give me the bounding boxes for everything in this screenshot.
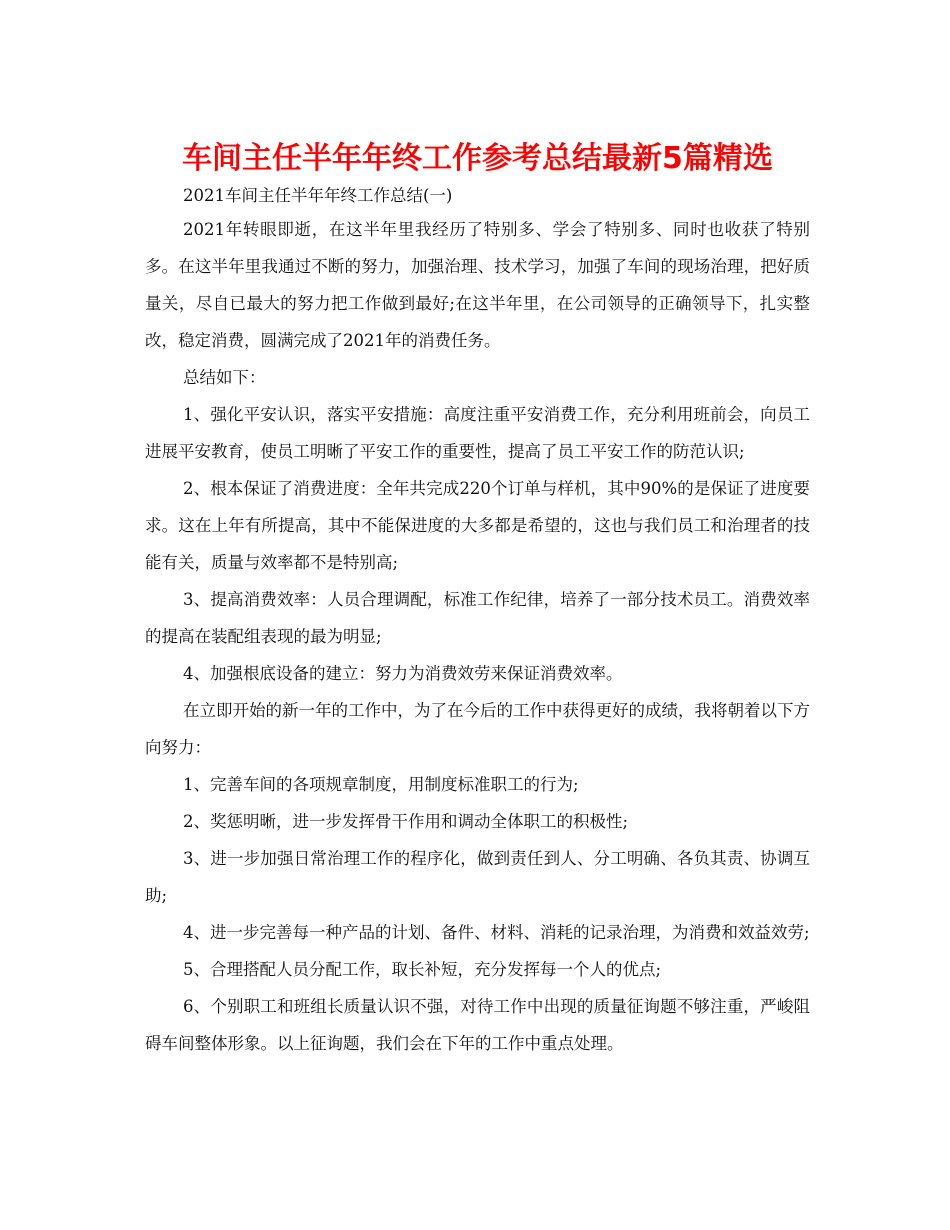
paragraph: 3、进一步加强日常治理工作的程序化，做到责任到人、分工明确、各负其责、协调互助; [145, 849, 810, 905]
paragraph: 2、根本保证了消费进度：全年共完成220个订单与样机，其中90%的是保证了进度要求。这在上年有所提高，其中不能保进度的大多都是希望的，这也与我们员工和治理者的技能有关，质量与效率都不是特别高; [145, 479, 810, 572]
paragraph: 1、完善车间的各项规章制度，用制度标准职工的行为; [183, 775, 579, 794]
document-body [145, 211, 810, 1062]
paragraph: 2、奖惩明晰，进一步发挥骨干作用和调动全体职工的积极性; [183, 812, 629, 831]
document-title: 车间主任半年年终工作参考总结最新5篇精选 [182, 141, 773, 176]
paragraph: 1、强化平安认识，落实平安措施：高度注重平安消费工作，充分利用班前会，向员工进展平安教育，使员工明晰了平安工作的重要性，提高了员工平安工作的防范认识; [145, 405, 810, 461]
paragraph: 在立即开始的新一年的工作中，为了在今后的工作中获得更好的成绩，我将朝着以下方向努力： [145, 701, 810, 757]
paragraph: 6、个别职工和班组长质量认识不强，对待工作中出现的质量征询题不够注重，严峻阻碍车间整体形象。以上征询题，我们会在下年的工作中重点处理。 [145, 997, 810, 1053]
paragraph: 2021年转眼即逝，在这半年里我经历了特别多、学会了特别多、同时也收获了特别多。在这半年里我通过不断的努力，加强治理、技术学习，加强了车间的现场治理，把好质量关，尽自已最大的努力把工作做到最好;在这半年里，在公司领导的正确领导下，扎实整改，稳定消费，圆满完成了2021年的消费任务。 [145, 220, 810, 350]
section-heading: 2021车间主任半年年终工作总结(一) [183, 186, 453, 205]
paragraph: 3、提高消费效率：人员合理调配，标准工作纪律，培养了一部分技术员工。消费效率的提高在装配组表现的最为明显; [145, 590, 810, 646]
paragraph: 5、合理搭配人员分配工作，取长补短，充分发挥每一个人的优点; [183, 960, 662, 979]
paragraph: 4、进一步完善每一种产品的计划、备件、材料、消耗的记录治理，为消费和效益效劳; [183, 923, 810, 942]
paragraph: 总结如下： [183, 368, 266, 387]
paragraph: 4、加强根底设备的建立：努力为消费效劳来保证消费效率。 [183, 664, 623, 683]
